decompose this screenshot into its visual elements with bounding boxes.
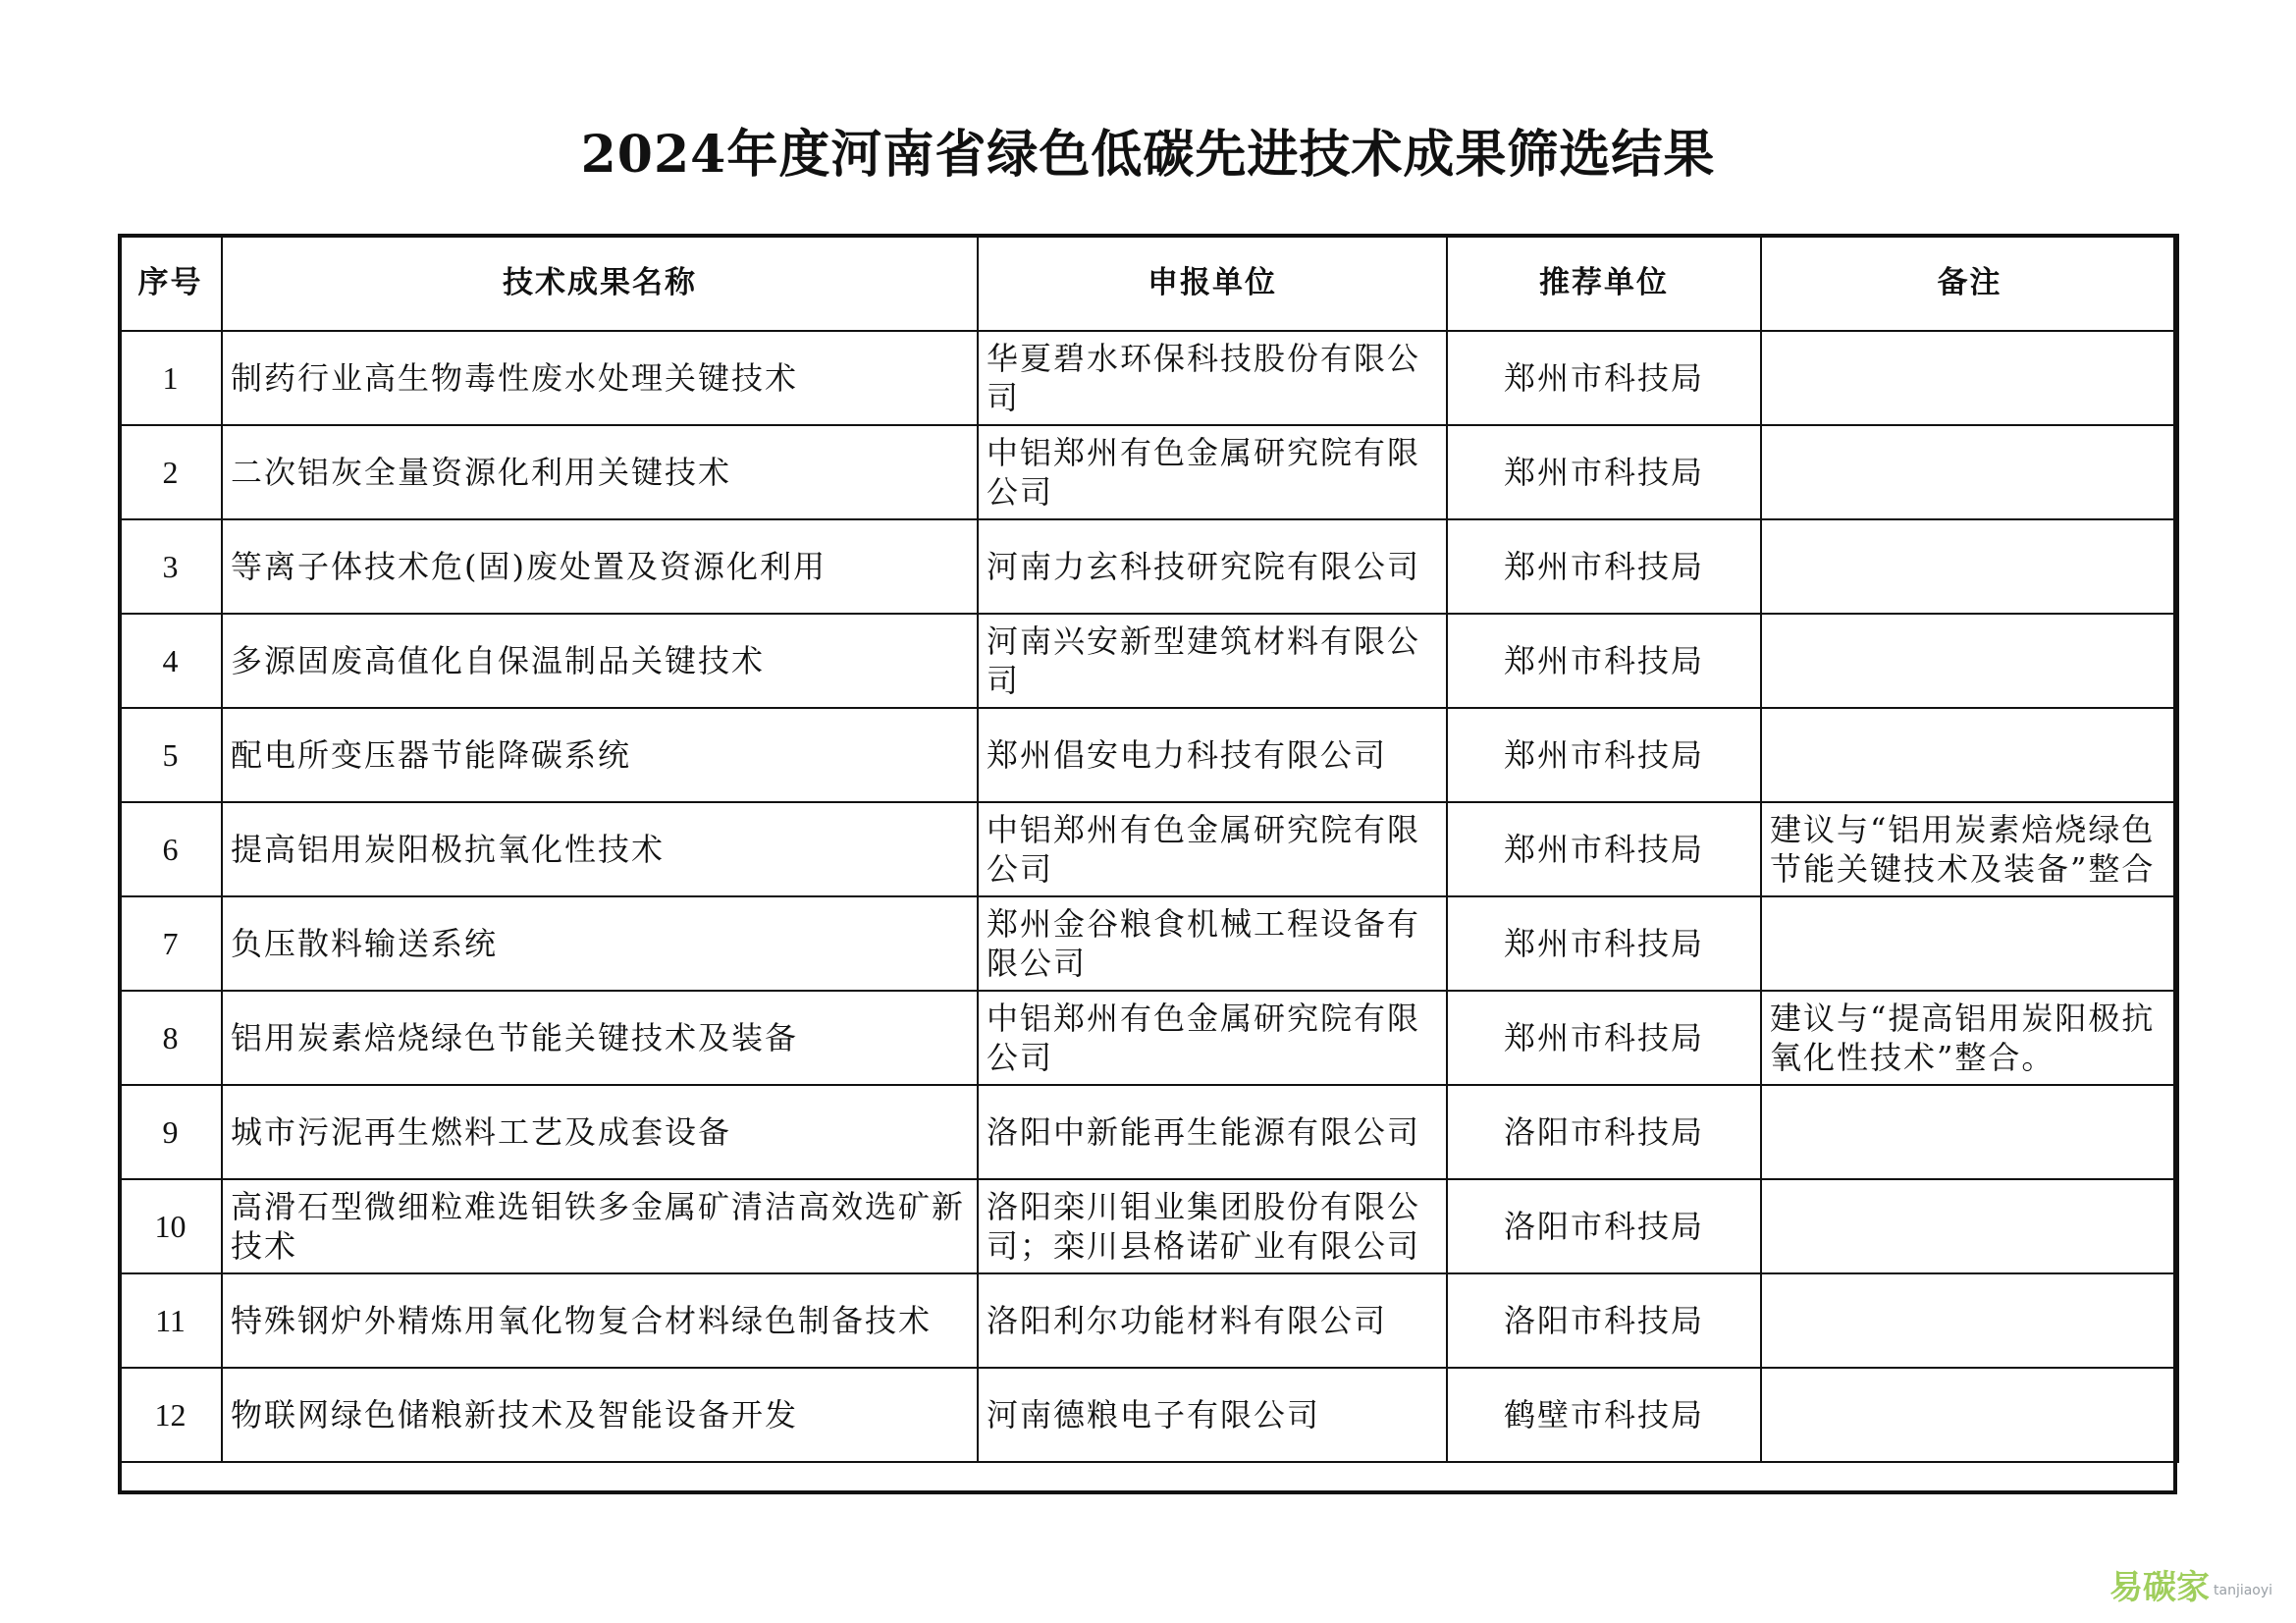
cell-no: 9 (119, 1085, 222, 1179)
cell-no: 11 (119, 1273, 222, 1368)
watermark-brand: 易碳家 (2109, 1567, 2210, 1607)
cell-recommender: 郑州市科技局 (1447, 896, 1761, 991)
header-unit: 申报单位 (978, 235, 1447, 331)
cell-note (1761, 331, 2178, 425)
table-row (119, 614, 2178, 708)
cell-recommender: 郑州市科技局 (1447, 614, 1761, 708)
cell-name: 制药行业高生物毒性废水处理关键技术 (222, 331, 978, 425)
cell-no: 8 (119, 991, 222, 1085)
cell-name: 物联网绿色储粮新技术及智能设备开发 (222, 1368, 978, 1462)
cell-name: 等离子体技术危(固)废处置及资源化利用 (222, 519, 978, 614)
cell-recommender: 洛阳市科技局 (1447, 1179, 1761, 1273)
cell-note (1761, 1368, 2178, 1462)
cell-name: 二次铝灰全量资源化利用关键技术 (222, 425, 978, 519)
cell-unit: 河南力玄科技研究院有限公司 (978, 519, 1447, 614)
header-note: 备注 (1761, 235, 2178, 331)
cell-note (1761, 614, 2178, 708)
header-name: 技术成果名称 (222, 235, 978, 331)
table-row (119, 425, 2178, 519)
cell-recommender: 郑州市科技局 (1447, 331, 1761, 425)
cell-name: 高滑石型微细粒难选钼铁多金属矿清洁高效选矿新技术 (222, 1179, 978, 1273)
cell-no: 3 (119, 519, 222, 614)
table-row (119, 1273, 2178, 1368)
cell-note (1761, 425, 2178, 519)
cell-no: 10 (119, 1179, 222, 1273)
cell-note (1761, 1273, 2178, 1368)
watermark-url: tanjiaoyi (2214, 1583, 2273, 1598)
table-row (119, 331, 2178, 425)
cell-no: 4 (119, 614, 222, 708)
cell-recommender: 郑州市科技局 (1447, 708, 1761, 802)
cell-unit: 中铝郑州有色金属研究院有限公司 (978, 802, 1447, 896)
table-row (119, 1085, 2178, 1179)
header-no: 序号 (119, 235, 222, 331)
table-row (119, 991, 2178, 1085)
table-row (119, 519, 2178, 614)
cell-unit: 郑州倡安电力科技有限公司 (978, 708, 1447, 802)
results-table (118, 234, 2179, 1463)
cell-note: 建议与“铝用炭素焙烧绿色节能关键技术及装备”整合 (1761, 802, 2178, 896)
cell-recommender: 郑州市科技局 (1447, 519, 1761, 614)
cell-recommender: 郑州市科技局 (1447, 991, 1761, 1085)
table-row (119, 1179, 2178, 1273)
cell-recommender: 郑州市科技局 (1447, 425, 1761, 519)
cell-unit: 华夏碧水环保科技股份有限公司 (978, 331, 1447, 425)
cell-no: 5 (119, 708, 222, 802)
header-recommender: 推荐单位 (1447, 235, 1761, 331)
cell-unit: 洛阳栾川钼业集团股份有限公司；栾川县格诺矿业有限公司 (978, 1179, 1447, 1273)
cell-name: 特殊钢炉外精炼用氧化物复合材料绿色制备技术 (222, 1273, 978, 1368)
cell-unit: 郑州金谷粮食机械工程设备有限公司 (978, 896, 1447, 991)
table-row (119, 896, 2178, 991)
cell-no: 12 (119, 1368, 222, 1462)
cell-unit: 河南德粮电子有限公司 (978, 1368, 1447, 1462)
table-row (119, 708, 2178, 802)
table-header-row (119, 235, 2178, 331)
cell-name: 多源固废高值化自保温制品关键技术 (222, 614, 978, 708)
cell-unit: 河南兴安新型建筑材料有限公司 (978, 614, 1447, 708)
cell-note (1761, 708, 2178, 802)
cell-unit: 洛阳利尔功能材料有限公司 (978, 1273, 1447, 1368)
cell-name: 城市污泥再生燃料工艺及成套设备 (222, 1085, 978, 1179)
cell-note (1761, 1179, 2178, 1273)
cell-note (1761, 896, 2178, 991)
cell-unit: 中铝郑州有色金属研究院有限公司 (978, 991, 1447, 1085)
cell-name: 负压散料输送系统 (222, 896, 978, 991)
table-row (119, 802, 2178, 896)
cell-name: 配电所变压器节能降碳系统 (222, 708, 978, 802)
cell-no: 1 (119, 331, 222, 425)
cell-unit: 中铝郑州有色金属研究院有限公司 (978, 425, 1447, 519)
cell-no: 6 (119, 802, 222, 896)
cell-no: 7 (119, 896, 222, 991)
page-title: 2024年度河南省绿色低碳先进技术成果筛选结果 (580, 125, 1716, 185)
cell-no: 2 (119, 425, 222, 519)
cell-name: 铝用炭素焙烧绿色节能关键技术及装备 (222, 991, 978, 1085)
table-row (119, 1368, 2178, 1462)
cell-unit: 洛阳中新能再生能源有限公司 (978, 1085, 1447, 1179)
cell-note (1761, 519, 2178, 614)
cell-recommender: 鹤壁市科技局 (1447, 1368, 1761, 1462)
cell-name: 提高铝用炭阳极抗氧化性技术 (222, 802, 978, 896)
cell-recommender: 洛阳市科技局 (1447, 1085, 1761, 1179)
cell-note: 建议与“提高铝用炭阳极抗氧化性技术”整合。 (1761, 991, 2178, 1085)
cell-recommender: 洛阳市科技局 (1447, 1273, 1761, 1368)
watermark-logo (2109, 1556, 2282, 1611)
cell-note (1761, 1085, 2178, 1179)
cell-recommender: 郑州市科技局 (1447, 802, 1761, 896)
